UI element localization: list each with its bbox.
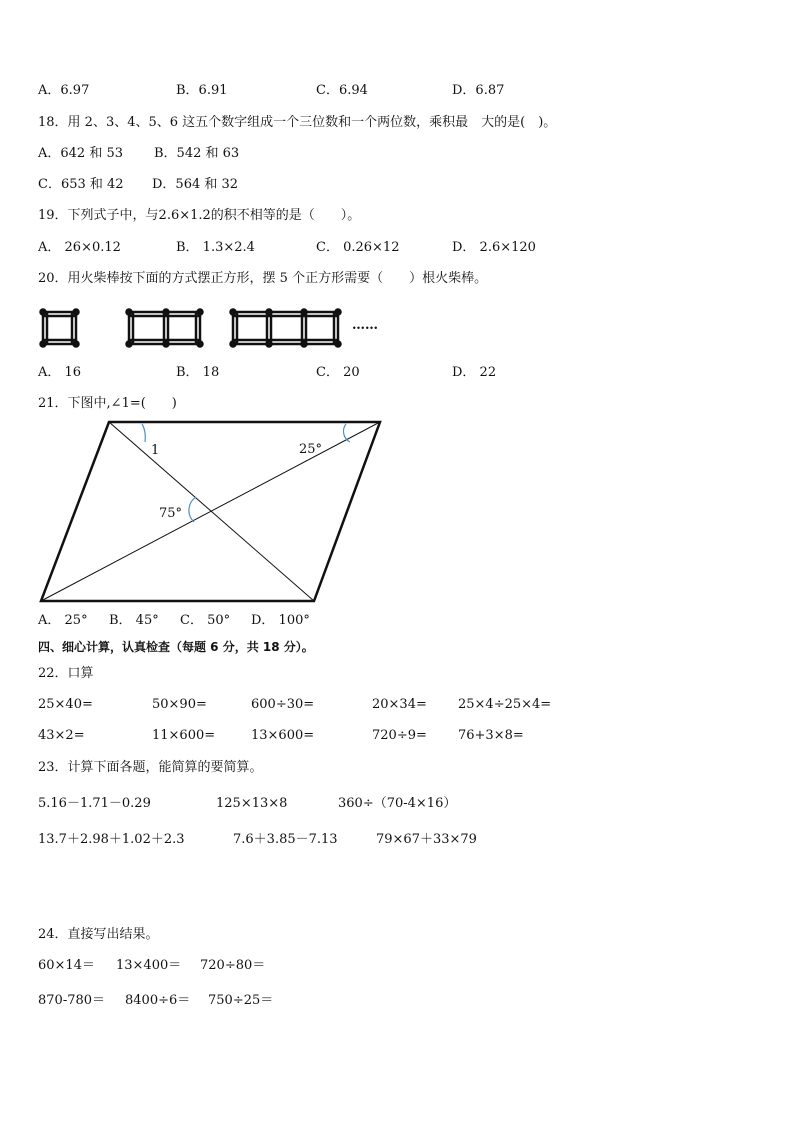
q24-stem: 24．直接写出结果。 [38,927,159,942]
q23-item: 360÷（70-4×16） [338,796,457,811]
q18-option-d: D．564 和 32 [152,177,239,192]
q21-stem: 21．下图中,∠1=( ) [38,396,177,411]
q22-item: 13×600= [251,728,315,743]
q22-item: 20×34= [372,697,427,712]
q23-item: 7.6＋3.85－7.13 [233,832,338,847]
q22-item: 600÷30= [251,697,315,712]
q20-option-d: D． 22 [452,365,497,380]
q22-item: 25×4÷25×4= [458,697,552,712]
q22-item: 50×90= [152,697,207,712]
q19-option-c: C． 0.26×12 [316,240,400,255]
q23-stem: 23．计算下面各题，能简算的要简算。 [38,760,263,775]
q23-item: 125×13×8 [216,796,288,811]
q19-stem: 19．下列式子中，与2.6×1.2的积不相等的是（ ）。 [38,208,361,223]
section-4-title: 四、细心计算，认真检查（每题 6 分，共 18 分）。 [38,640,314,654]
q17-option-a: A．6.97 [38,83,90,98]
q18-option-a: A．642 和 53 [38,146,124,161]
angle-75-label: 75° [159,506,183,521]
q20-option-a: A． 16 [38,365,82,380]
q18-stem: 18．用 2、3、4、5、6 这五个数字组成一个三位数和一个两位数，乘积最 大的是( )。 [38,115,557,130]
q23-item: 79×67＋33×79 [376,832,477,847]
q23-item: 5.16－1.71－0.29 [38,796,151,811]
q17-option-b: B．6.91 [176,83,228,98]
angle-1-arc [142,424,145,442]
diagonal-ac [41,422,380,601]
angle-75-arc [189,497,196,522]
angle-25-label: 25° [299,442,323,457]
q21-option-d: D． 100° [251,613,310,628]
q20-option-b: B． 18 [176,365,220,380]
q20-option-c: C． 20 [316,365,360,380]
q24-item: 13×400＝ [116,958,182,973]
q18-option-b: B．542 和 63 [154,146,240,161]
matchstick-squares-3 [231,310,341,347]
q24-item: 870-780＝ [38,993,106,1008]
q24-item: 750÷25＝ [208,993,274,1008]
angle-1-label: 1 [151,443,160,458]
q19-option-d: D． 2.6×120 [452,240,536,255]
q24-item: 720÷80＝ [200,958,266,973]
q24-item: 60×14＝ [38,958,95,973]
parallelogram-figure [30,412,390,608]
q21-option-b: B． 45° [109,613,159,628]
q21-option-a: A． 25° [38,613,88,628]
q17-option-c: C．6.94 [316,83,368,98]
q22-stem: 22．口算 [38,666,94,681]
q21-option-c: C． 50° [180,613,231,628]
q20-ellipsis: …… [352,318,378,333]
q23-item: 13.7＋2.98＋1.02＋2.3 [38,832,185,847]
q22-item: 11×600= [152,728,216,743]
q20-stem: 20．用火柴棒按下面的方式摆正方形，摆 5 个正方形需要（ ）根火柴棒。 [38,271,488,286]
q22-item: 43×2= [38,728,85,743]
q22-item: 25×40= [38,697,93,712]
angle-25-arc [343,424,350,442]
q22-item: 76+3×8= [458,728,524,743]
q22-item: 720÷9= [372,728,427,743]
matchstick-squares-figure [36,304,386,350]
matchstick-square-1 [41,310,79,347]
q19-option-a: A． 26×0.12 [38,240,121,255]
q24-item: 8400÷6＝ [125,993,191,1008]
q18-option-c: C．653 和 42 [38,177,124,192]
matchstick-squares-2 [127,310,203,347]
q17-option-d: D．6.87 [452,83,505,98]
q19-option-b: B． 1.3×2.4 [176,240,255,255]
